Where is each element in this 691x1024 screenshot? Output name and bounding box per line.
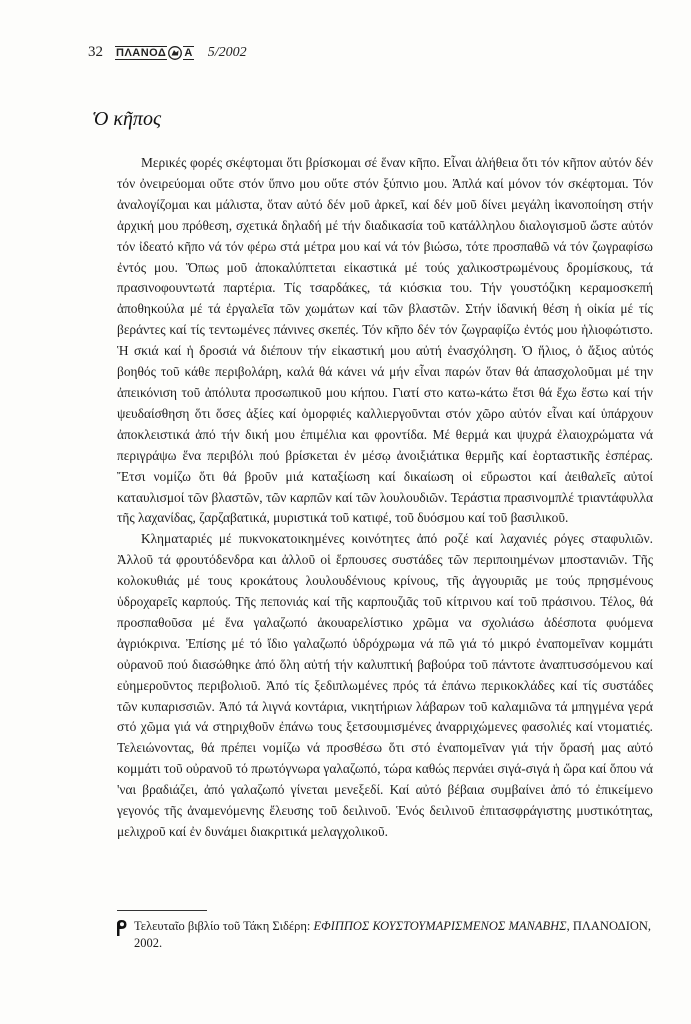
running-head — [88, 44, 247, 61]
page-number: 32 — [88, 44, 103, 60]
logo-text-left: ΠΛΑΝΟΔ — [116, 46, 167, 59]
article-body — [117, 153, 653, 843]
footnote-prefix: Τελευταῖο βιβλίο τοῦ Τάκη Σιδέρη: — [134, 919, 314, 933]
logo-text-right: Α — [184, 46, 193, 59]
footnote-divider — [117, 910, 207, 911]
footnote-publisher: , ΠΛΑΝΟΔΙΟΝ, — [566, 919, 652, 933]
footnote-text — [134, 918, 651, 952]
journal-logo — [115, 46, 194, 60]
footnote — [114, 918, 660, 952]
paragraph-1: Μερικές φορές σκέφτομαι ὅτι βρίσκομαι σέ ἕναν κῆπο. Εἶναι ἀλήθεια ὅτι τόν κῆπον αὐτόν δέν τόν ὀνειρεύομαι οὔτε στόν ὕπνο μου οὔτε στόν ξύπνιο μου. Ἁπλά καί μόνον τόν σκέφτομαι. Τόν ἀναλογίζομαι και μάλιστα, ὅταν αὐτό δέν μοῦ ἀρκεῖ, καί δέν μοῦ δίνει μεγάλη ἱκανοποίηση στήν ἀρχική μου πρόθεση, σχετικά δηλαδή μέ τήν διαδικασία τοῦ κατάλληλου διαλογισμοῦ ὥστε αὐτόν τόν ἰδεατό κῆπο νά τόν φέρω στά μέτρα μου καί νά τόν βιώσω, τότε προσπαθῶ νά τόν ζωγραφίσω ἐντός μου. Ὅπως μοῦ ἀποκαλύπτεται εἰκαστικά μέ τούς χαλικοστρωμένους δρομίσκους, τά πρασινοφουντωτά παρτέρια. Τίς τσαρδάκες, τά κιόσκια του. Τήν γουστόζικη κεραμοσκεπή ἀποθηκούλα μέ τά ἐργαλεῖα τῶν χωμάτων καί τῶν βλαστῶν. Στήν ἰδανική θέση ἡ οἰκία μέ τίς βεράντες καί τίς τεντωμένες πάνινες σκεπές. Τόν κῆπο δέν τόν ζωγραφίζω ἐντός μου ἡλιοφώτιστο. Ἡ σκιά καί ἡ δροσιά νά διέπουν τήν εἰκαστική μου αὐτή ἐνασχόληση. Ὁ ἥλιος, ὁ ἄξιος αὐτός βοηθός τοῦ κάθε περιβολάρη, καλά θά κάνει νά μήν εἶναι παρών ὅταν θά ἀπασχολοῦμαι μέ την ἀπεικόνιση τοῦ ἀπόλυτα προσωπικοῦ μου κήπου. Γιατί στο κατω-κάτω ἔτσι θά ἔχω ἔστω καί τήν ψευδαίσθηση ὅτι ὅσες ἀξίες καί ὀμορφιές καλλιεργοῦνται στόν χῶρο αὐτόν εἶναι καί ὑπάρχουν ἀποκλειστικά ἀπό τήν δική μου ἐπιμέλια και φροντίδα. Μέ θερμά και ψυχρά ἐλαιοχρώματα νά περιγράψω ἕνα περιβόλι πού βρίσκεται ἐν μέσῳ ἀνοιξιάτικα θερμῆς καί ἑορταστικῆς ἑσπέρας. Ἔτσι νομίζω ὅτι θά βροῦν μιά καταξίωση καί δικαίωση οἱ εὔρωστοι καί ἀειθαλεῖς αὐτοί καταυλισμοί τῶν βλαστῶν, τῶν καρπῶν καί τῶν λουλουδιῶν. Τεράστια πρασινομπλέ τριαντάφυλλα τῆς λαχανίδας, ζαρζαβατικά, μυριστικά τοῦ κατιφέ, τοῦ δυόσμου καί τοῦ βασιλικοῦ. — [117, 155, 653, 526]
article-title: Ὁ κῆπος — [92, 108, 162, 130]
paragraph-2: Κληματαριές μέ πυκνοκατοικημένες κοινότητες ἀπό ροζέ καί λαχανιές ρόγες σταφυλιῶν. Ἀλλοῦ τά φρουτόδενδρα και ἀλλοῦ οἱ ἕρπουσες συστάδες τῶν περιποιημένων μποστανιῶν. Τῆς κολοκυθιάς μέ τους κροκάτους λουλουδένιους κρίνους, τῆς ἀγγουριᾶς με τούς πρησμένους ὑδροχαρεῖς καρπούς. Τῆς πεπονιάς καί τῆς καρπουζιᾶς τοῦ κίτρινου καί τοῦ πράσινου. Τέλος, θά προσπαθοῦσα μέ ἕνα γαλαζωπό ἀκουαρελίστικο χρῶμα να σχολιάσω ἀδέσποτα φυόμενα ἀγριόκρινα. Ἐπίσης μέ τό ἴδιο γαλαζωπό ὑδρόχρωμα νά πῶ γιά τό μικρό ἐναπομεῖναν κομμάτι οὐρανοῦ πού διασώθηκε ἀπό ὅλη αὐτή τήν καλυπτική βαβούρα τοῦ πάντοτε ἀναπτυσσόμενου καί εὐημεροῦντος περιβολιοῦ. Ἀπό τίς ξεδιπλωμένες πρός τά ἐπάνω περικοκλάδες καί τίς συστάδες τῶν κυπαρισσιῶν. Ἀπό τά λιγνά κοντάρια, νικητήριων λάβαρων τοῦ καλαμιῶνα τά μπηγμένα γερά στό χῶμα γιά νά στηριχθοῦν ἐπάνω τους ξετσουμισμένες ἀναρριχώμενες φασολιές καί ντοματιές. Τελειώνοντας, θά πρέπει νομίζω νά προσθέσω ὅτι στό ἐναπομεῖναν γιά τήν ὅρασή μας αὐτό κομμάτι τοῦ οὐρανοῦ τό πρωτόγνωρα γαλαζωπό, τώρα καθώς περνάει σιγά-σιγά ἡ ὥρα καί ὅπου νά 'ναι βραδιάζει, ἀπό γαλαζωπό γίνεται μενεξεδί. Καί αὐτό βέβαια συμβαίνει ἀπό τό ἐπικείμενο γεγονός τῆς ἀναμενόμενης ἔλευσης τοῦ δειλινοῦ. Ἑνός δειλινοῦ ἐπιτασφράγιστης μυστικότητας, μελιχροῦ καί ἐν δυνάμει διακριτικά μελαγχολικοῦ. — [117, 531, 653, 839]
footnote-year: 2002. — [134, 936, 163, 950]
publisher-mark-icon — [114, 919, 128, 937]
horse-rider-icon — [168, 46, 182, 60]
footnote-book-title: ΕΦΙΠΠΟΣ ΚΟΥΣΤΟΥΜΑΡΙΣΜΕΝΟΣ ΜΑΝΑΒΗΣ — [313, 919, 567, 933]
issue-number: 5/2002 — [207, 44, 247, 60]
